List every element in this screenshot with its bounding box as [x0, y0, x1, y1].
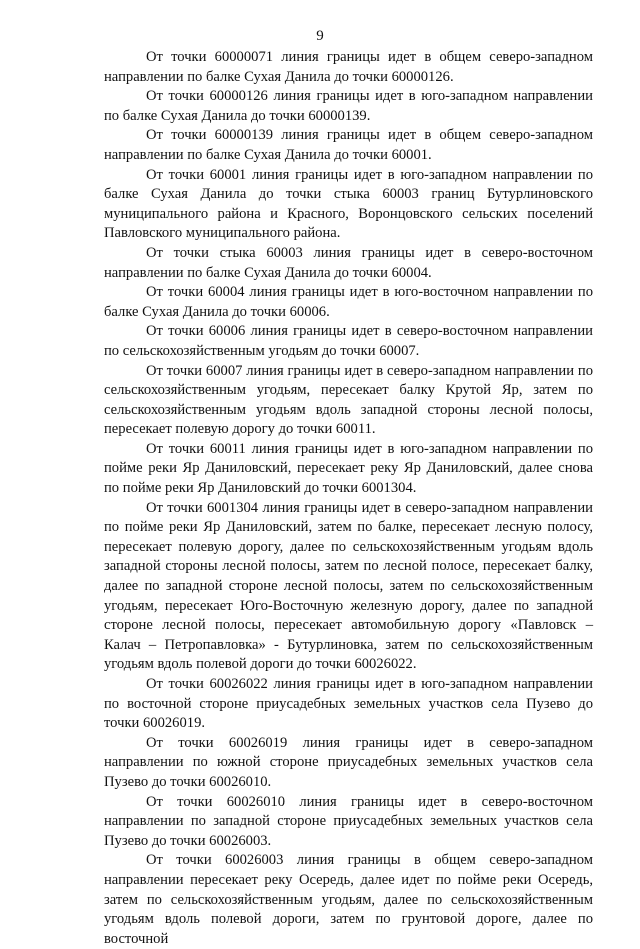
paragraph: От точки 60026003 линия границы в общем северо-западном направлении пересекает реку Осередь, далее идет по пойме реки Осередь, затем по сельскохозяйственным угодьям, далее по сельскохозяйственным угодьям вдоль полевой дороги, затем по грунтовой дороге, далее по восточной — [104, 852, 593, 947]
document-body — [104, 48, 593, 949]
paragraph: От точки 60007 линия границы идет в северо-западном направлении по сельскохозяйственным угодьям, пересекает балку Крутой Яр, затем по сельскохозяйственным угодьям вдоль западной стороны лесной полосы, пересекает полевую дорогу до точки 60011. — [104, 362, 593, 438]
paragraph: От точки 60026010 линия границы идет в северо-восточном направлении по западной стороне приусадебных земельных участков села Пузево до точки 60026003. — [104, 793, 593, 849]
paragraph: От точки 60006 линия границы идет в северо-восточном направлении по сельскохозяйственным угодьям до точки 60007. — [104, 323, 593, 359]
page-number: 9 — [316, 28, 324, 44]
paragraph: От точки 60026019 линия границы идет в северо-западном направлении по южной стороне приусадебных земельных участков села Пузево до точки 60026010. — [104, 734, 593, 790]
paragraph: От точки 60011 линия границы идет в юго-западном направлении по пойме реки Яр Даниловский, пересекает реку Яр Даниловский, далее снова по пойме реки Яр Даниловский до точки 6001304. — [104, 440, 593, 497]
paragraph: От точки 60000126 линия границы идет в юго-западном направлении по балке Сухая Данила до точки 60000139. — [104, 88, 593, 124]
paragraph: От точки 60004 линия границы идет в юго-восточном направлении по балке Сухая Данила до точки 60006. — [104, 284, 593, 320]
paragraph: От точки стыка 60003 линия границы идет в северо-восточном направлении по балке Сухая Данила до точки 60004. — [104, 244, 593, 281]
paragraph: От точки 60026022 линия границы идет в юго-западном направлении по восточной стороне приусадебных земельных участков села Пузево до точки 60026019. — [104, 676, 593, 732]
paragraph: От точки 60000139 линия границы идет в общем северо-западном направлении по балке Сухая Данила до точки 60001. — [104, 127, 593, 163]
paragraph: От точки 6001304 линия границы идет в северо-западном направлении по пойме реки Яр Даниловский, затем по балке, пересекает лесную полосу, пересекает полевую дорогу, далее по сельскохозяйственным угодьям вдоль западной стороны лесной полосы, затем по лесной полосе, пересекает балку, далее по западной стороне лесной полосы, затем по сельскохозяйственным угодьям, пересекает Юго-Восточную железную дорогу, далее по западной стороне лесной полосы, пересекает автомобильную дорогу «Павловск – Калач – Петропавловка» - Бутурлиновка, затем по сельскохозяйственным угодьям вдоль полевой дороги до точки 60026022. — [104, 499, 593, 673]
paragraph: От точки 60000071 линия границы идет в общем северо-западном направлении по балке Сухая Данила до точки 60000126. — [104, 49, 593, 85]
paragraph: От точки 60001 линия границы идет в юго-западном направлении по балке Сухая Данила до точки стыка 60003 границ Бутурлиновского муниципального района и Красного, Воронцовского сельских поселений Павловского муниципального района. — [104, 166, 593, 242]
